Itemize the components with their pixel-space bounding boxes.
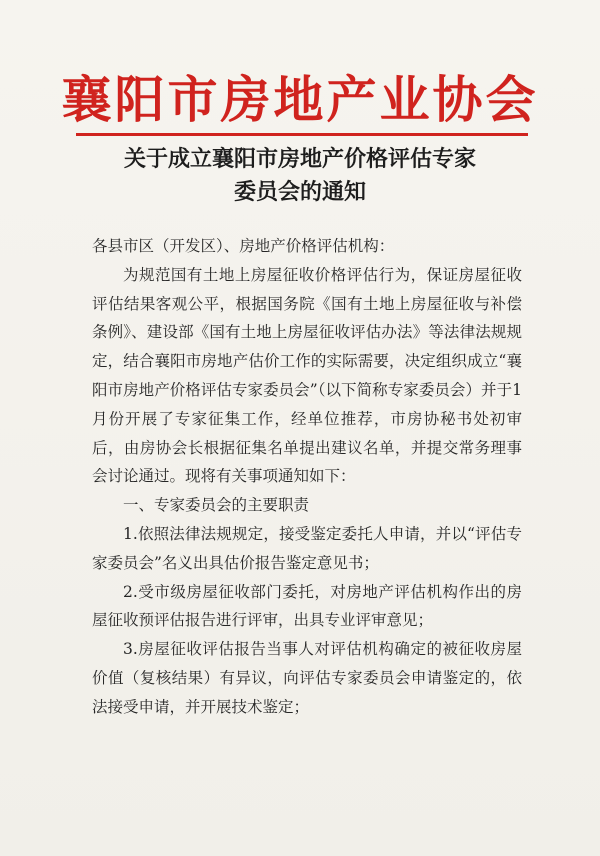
notice-body [92,232,522,722]
organization-letterhead: 襄阳市房地产业协会 [61,70,539,129]
title-line-1: 关于成立襄阳市房地产价格评估专家 [123,147,476,172]
title-line-2: 委员会的通知 [233,180,366,205]
duty-item-2: 2.受市级房屋征收部门委托，对房地产评估机构作出的房屋征收预评估报告进行评审，出具专业评审意见； [92,582,522,630]
section-1-heading: 一、专家委员会的主要职责 [123,496,310,515]
duty-item-3: 3.房屋征收评估报告当事人对评估机构确定的被征收房屋价值（复核结果）有异议，向评估专家委员会申请鉴定的，依法接受申请，并开展技术鉴定； [92,640,522,716]
letterhead-red-rule [76,133,528,136]
intro-paragraph: 为规范国有土地上房屋征收价格评估行为，保证房屋征收评估结果客观公平，根据国务院《国有土地上房屋征收与补偿条例》、建设部《国有土地上房屋征收评估办法》等法律法规规定，结合襄阳市房地产估价工作的实际需要，决定组织成立“襄阳市房地产价格评估专家委员会”（以下简称专家委员会）并于1月份开展了专家征集工作，经单位推荐，市房协秘书处初审后，由房协会长根据征集名单提出建议名单，并提交常务理事会讨论通过。现将有关事项通知如下： [92,265,522,486]
salutation: 各县市区（开发区）、房地产价格评估机构： [92,237,395,255]
duty-item-1: 1.依照法律法规规定，接受鉴定委托人申请，并以“评估专家委员会”名义出具估价报告鉴定意见书； [92,524,522,572]
notice-title [0,143,600,209]
